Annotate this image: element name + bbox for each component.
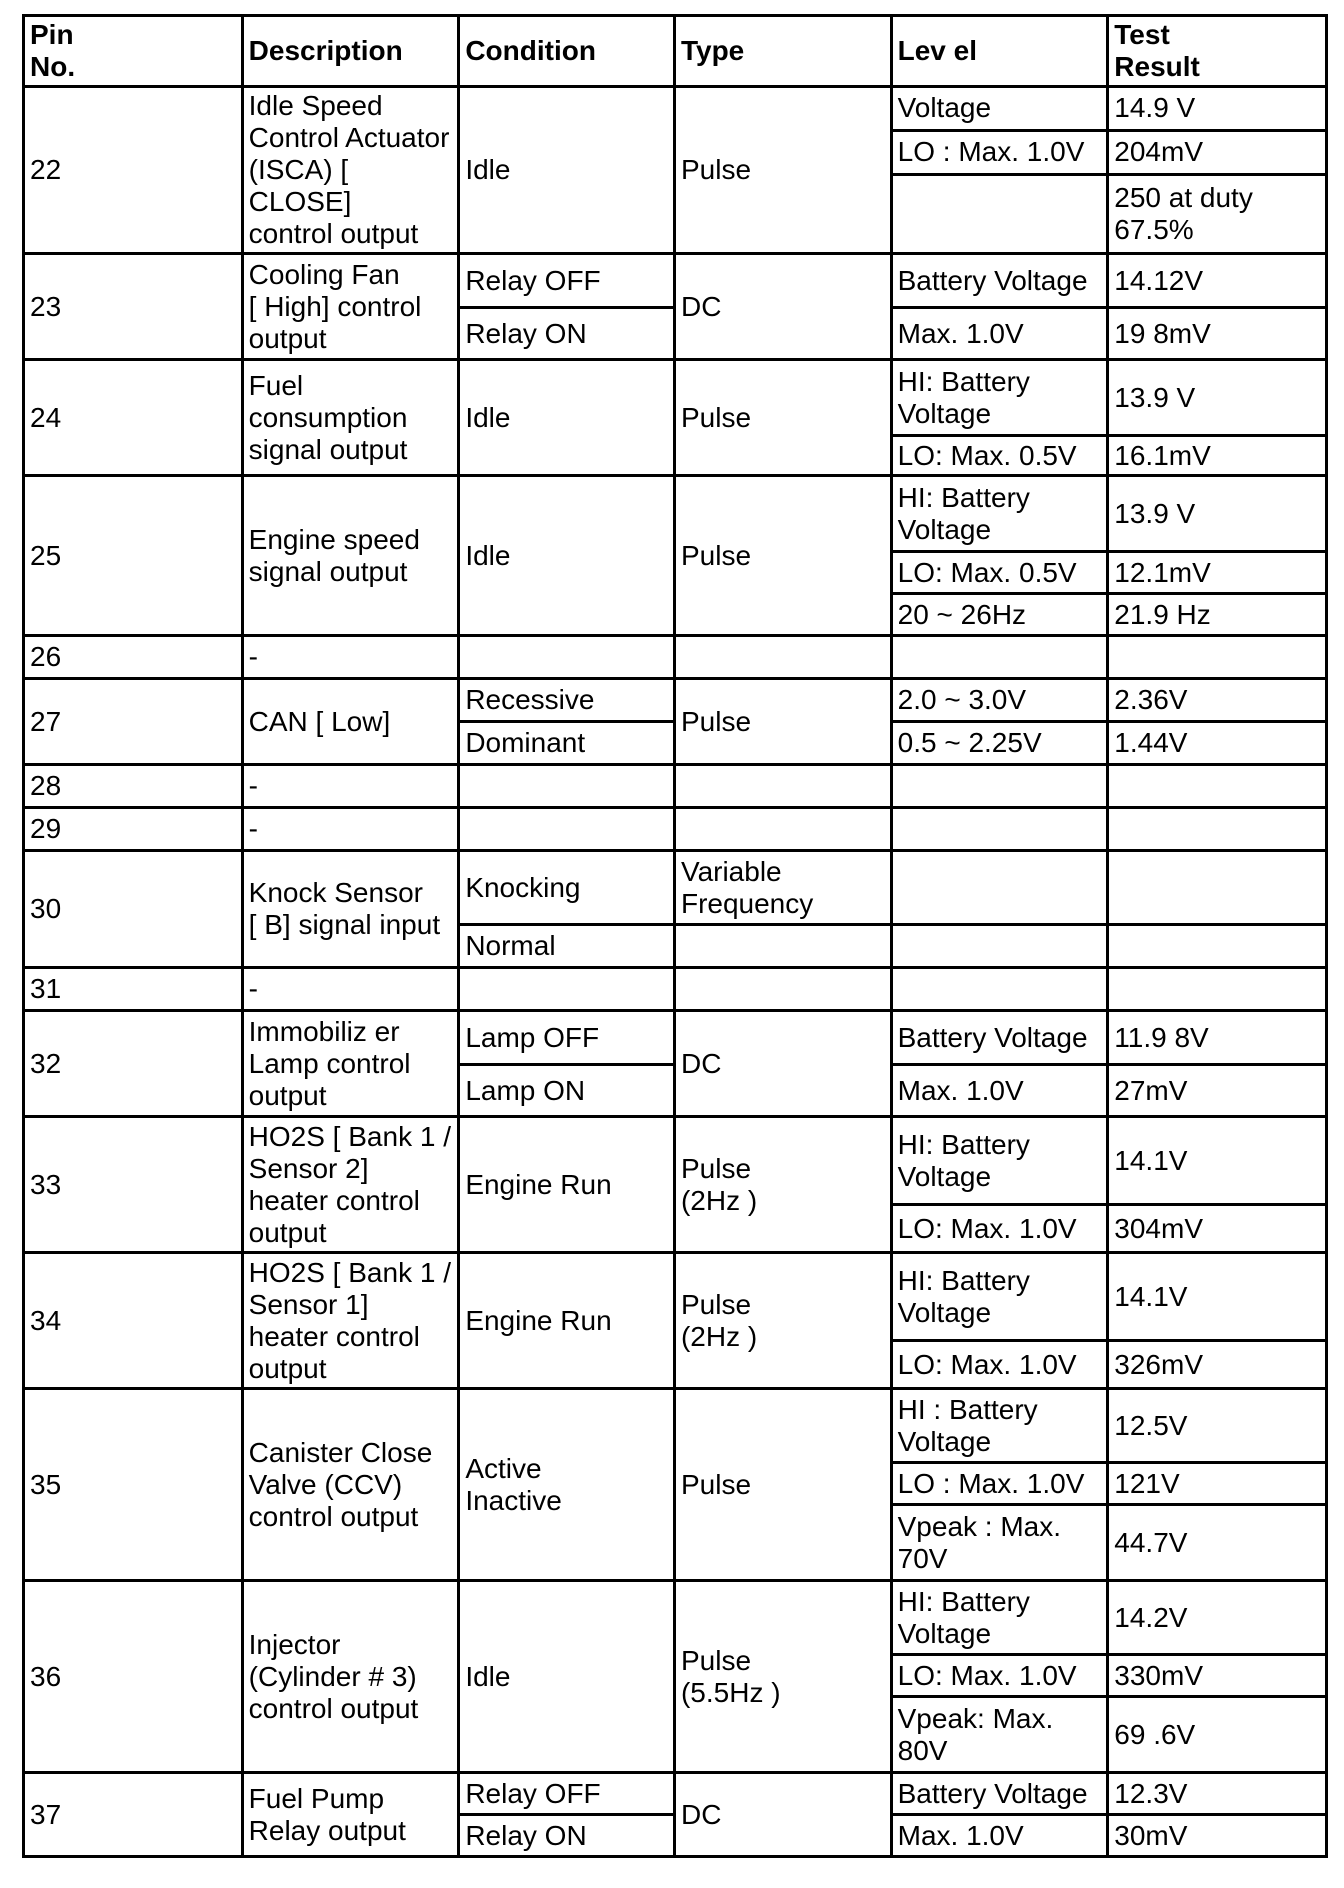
result-cell: 21.9 Hz <box>1108 594 1327 636</box>
condition-cell: Idle <box>459 360 675 476</box>
condition-cell: Relay ON <box>459 308 675 360</box>
table-row <box>24 636 1327 679</box>
table-row <box>24 1389 1327 1463</box>
result-cell: 13.9 V <box>1108 360 1327 436</box>
description-cell: - <box>242 636 459 679</box>
level-cell: HI: Battery Voltage <box>891 476 1108 552</box>
description-cell: CAN [ Low] <box>242 679 459 765</box>
header-row <box>24 16 1327 87</box>
type-cell: Pulse <box>674 87 891 254</box>
header-result: Test Result <box>1108 16 1327 87</box>
level-cell: LO: Max. 0.5V <box>891 436 1108 476</box>
level-cell: HI: Battery Voltage <box>891 360 1108 436</box>
header-level: Lev el <box>891 16 1108 87</box>
condition-cell <box>459 636 675 679</box>
table-row <box>24 1011 1327 1065</box>
table-row <box>24 851 1327 925</box>
type-cell <box>674 808 891 851</box>
condition-cell: Relay ON <box>459 1815 675 1857</box>
level-cell: Battery Voltage <box>891 1011 1108 1065</box>
result-cell: 11.9 8V <box>1108 1011 1327 1065</box>
pin-cell: 32 <box>24 1011 243 1117</box>
result-cell <box>1108 851 1327 925</box>
result-cell: 12.1mV <box>1108 552 1327 594</box>
type-cell <box>674 636 891 679</box>
level-cell <box>891 925 1108 968</box>
type-cell: DC <box>674 1773 891 1857</box>
result-cell: 204mV <box>1108 130 1327 174</box>
description-cell: Idle Speed Control Actuator (ISCA) [ CLOSE] control output <box>242 87 459 254</box>
result-cell: 2.36V <box>1108 679 1327 722</box>
description-cell: Fuel consumption signal output <box>242 360 459 476</box>
table-row <box>24 1253 1327 1341</box>
level-cell: LO : Max. 1.0V <box>891 130 1108 174</box>
condition-cell: Dominant <box>459 722 675 765</box>
pin-cell: 31 <box>24 968 243 1011</box>
pin-cell: 37 <box>24 1773 243 1857</box>
level-cell: Max. 1.0V <box>891 308 1108 360</box>
pin-cell: 26 <box>24 636 243 679</box>
condition-cell <box>459 808 675 851</box>
description-cell: Engine speed signal output <box>242 476 459 636</box>
result-cell: 1.44V <box>1108 722 1327 765</box>
pin-spec-sheet <box>22 14 1328 1858</box>
description-cell: Immobiliz er Lamp control output <box>242 1011 459 1117</box>
type-cell: Variable Frequency <box>674 851 891 925</box>
table-row <box>24 1581 1327 1655</box>
level-cell <box>891 851 1108 925</box>
condition-cell: Engine Run <box>459 1253 675 1389</box>
type-cell <box>674 925 891 968</box>
description-cell: - <box>242 765 459 808</box>
result-cell: 19 8mV <box>1108 308 1327 360</box>
result-cell: 14.1V <box>1108 1253 1327 1341</box>
table-row <box>24 1117 1327 1205</box>
level-cell: Battery Voltage <box>891 1773 1108 1815</box>
result-cell <box>1108 968 1327 1011</box>
level-cell: Max. 1.0V <box>891 1815 1108 1857</box>
condition-cell: Idle <box>459 1581 675 1773</box>
type-cell: Pulse <box>674 679 891 765</box>
condition-cell: Idle <box>459 87 675 254</box>
condition-cell: Idle <box>459 476 675 636</box>
level-cell: HI: Battery Voltage <box>891 1117 1108 1205</box>
condition-cell <box>459 765 675 808</box>
level-cell: LO: Max. 1.0V <box>891 1205 1108 1253</box>
description-cell: Injector (Cylinder # 3) control output <box>242 1581 459 1773</box>
result-cell: 326mV <box>1108 1341 1327 1389</box>
level-cell <box>891 968 1108 1011</box>
level-cell <box>891 636 1108 679</box>
header-description: Description <box>242 16 459 87</box>
pin-cell: 29 <box>24 808 243 851</box>
pin-cell: 35 <box>24 1389 243 1581</box>
result-cell: 27mV <box>1108 1065 1327 1117</box>
type-cell: DC <box>674 1011 891 1117</box>
level-cell: Battery Voltage <box>891 254 1108 308</box>
result-cell <box>1108 765 1327 808</box>
header-type: Type <box>674 16 891 87</box>
type-cell: Pulse <box>674 360 891 476</box>
description-cell: Fuel Pump Relay output <box>242 1773 459 1857</box>
level-cell: HI : Battery Voltage <box>891 1389 1108 1463</box>
result-cell <box>1108 808 1327 851</box>
type-cell: Pulse <box>674 1389 891 1581</box>
level-cell: LO : Max. 1.0V <box>891 1463 1108 1505</box>
result-cell <box>1108 636 1327 679</box>
description-cell: Knock Sensor [ B] signal input <box>242 851 459 968</box>
level-cell: 20 ~ 26Hz <box>891 594 1108 636</box>
type-cell: Pulse (5.5Hz ) <box>674 1581 891 1773</box>
result-cell: 69 .6V <box>1108 1697 1327 1773</box>
type-cell: Pulse <box>674 476 891 636</box>
pin-cell: 36 <box>24 1581 243 1773</box>
level-cell: Vpeak : Max. 70V <box>891 1505 1108 1581</box>
condition-cell: Relay OFF <box>459 254 675 308</box>
level-cell: 0.5 ~ 2.25V <box>891 722 1108 765</box>
pin-cell: 22 <box>24 87 243 254</box>
level-cell: LO: Max. 0.5V <box>891 552 1108 594</box>
pin-cell: 25 <box>24 476 243 636</box>
result-cell: 14.2V <box>1108 1581 1327 1655</box>
type-cell <box>674 968 891 1011</box>
result-cell: 14.1V <box>1108 1117 1327 1205</box>
pin-cell: 27 <box>24 679 243 765</box>
type-cell: Pulse (2Hz ) <box>674 1253 891 1389</box>
condition-cell: Lamp ON <box>459 1065 675 1117</box>
condition-cell: Active Inactive <box>459 1389 675 1581</box>
level-cell: HI: Battery Voltage <box>891 1581 1108 1655</box>
level-cell <box>891 765 1108 808</box>
level-cell: LO: Max. 1.0V <box>891 1655 1108 1697</box>
table-row <box>24 968 1327 1011</box>
pin-cell: 24 <box>24 360 243 476</box>
level-cell: Vpeak: Max. 80V <box>891 1697 1108 1773</box>
pin-cell: 23 <box>24 254 243 360</box>
result-cell <box>1108 925 1327 968</box>
table-row <box>24 476 1327 552</box>
level-cell: HI: Battery Voltage <box>891 1253 1108 1341</box>
result-cell: 14.12V <box>1108 254 1327 308</box>
condition-cell <box>459 968 675 1011</box>
level-cell: 2.0 ~ 3.0V <box>891 679 1108 722</box>
pin-cell: 28 <box>24 765 243 808</box>
result-cell: 14.9 V <box>1108 87 1327 131</box>
pin-cell: 30 <box>24 851 243 968</box>
pin-spec-table <box>22 14 1328 1858</box>
type-cell <box>674 765 891 808</box>
table-row <box>24 87 1327 131</box>
level-cell <box>891 174 1108 253</box>
level-cell: Max. 1.0V <box>891 1065 1108 1117</box>
condition-cell: Recessive <box>459 679 675 722</box>
table-row <box>24 765 1327 808</box>
condition-cell: Engine Run <box>459 1117 675 1253</box>
description-cell: - <box>242 808 459 851</box>
header-condition: Condition <box>459 16 675 87</box>
result-cell: 44.7V <box>1108 1505 1327 1581</box>
pin-cell: 34 <box>24 1253 243 1389</box>
table-row <box>24 360 1327 436</box>
description-cell: HO2S [ Bank 1 / Sensor 1] heater control output <box>242 1253 459 1389</box>
result-cell: 30mV <box>1108 1815 1327 1857</box>
description-cell: Canister Close Valve (CCV) control output <box>242 1389 459 1581</box>
condition-cell: Relay OFF <box>459 1773 675 1815</box>
description-cell: Cooling Fan [ High] control output <box>242 254 459 360</box>
table-row <box>24 1773 1327 1815</box>
result-cell: 250 at duty 67.5% <box>1108 174 1327 253</box>
table-row <box>24 254 1327 308</box>
result-cell: 330mV <box>1108 1655 1327 1697</box>
result-cell: 12.3V <box>1108 1773 1327 1815</box>
description-cell: HO2S [ Bank 1 / Sensor 2] heater control output <box>242 1117 459 1253</box>
condition-cell: Lamp OFF <box>459 1011 675 1065</box>
result-cell: 12.5V <box>1108 1389 1327 1463</box>
type-cell: Pulse (2Hz ) <box>674 1117 891 1253</box>
header-pin: Pin No. <box>24 16 243 87</box>
type-cell: DC <box>674 254 891 360</box>
level-cell: Voltage <box>891 87 1108 131</box>
result-cell: 304mV <box>1108 1205 1327 1253</box>
level-cell <box>891 808 1108 851</box>
result-cell: 13.9 V <box>1108 476 1327 552</box>
table-row <box>24 679 1327 722</box>
level-cell: LO: Max. 1.0V <box>891 1341 1108 1389</box>
condition-cell: Knocking <box>459 851 675 925</box>
table-row <box>24 808 1327 851</box>
description-cell: - <box>242 968 459 1011</box>
condition-cell: Normal <box>459 925 675 968</box>
pin-cell: 33 <box>24 1117 243 1253</box>
result-cell: 16.1mV <box>1108 436 1327 476</box>
result-cell: 121V <box>1108 1463 1327 1505</box>
